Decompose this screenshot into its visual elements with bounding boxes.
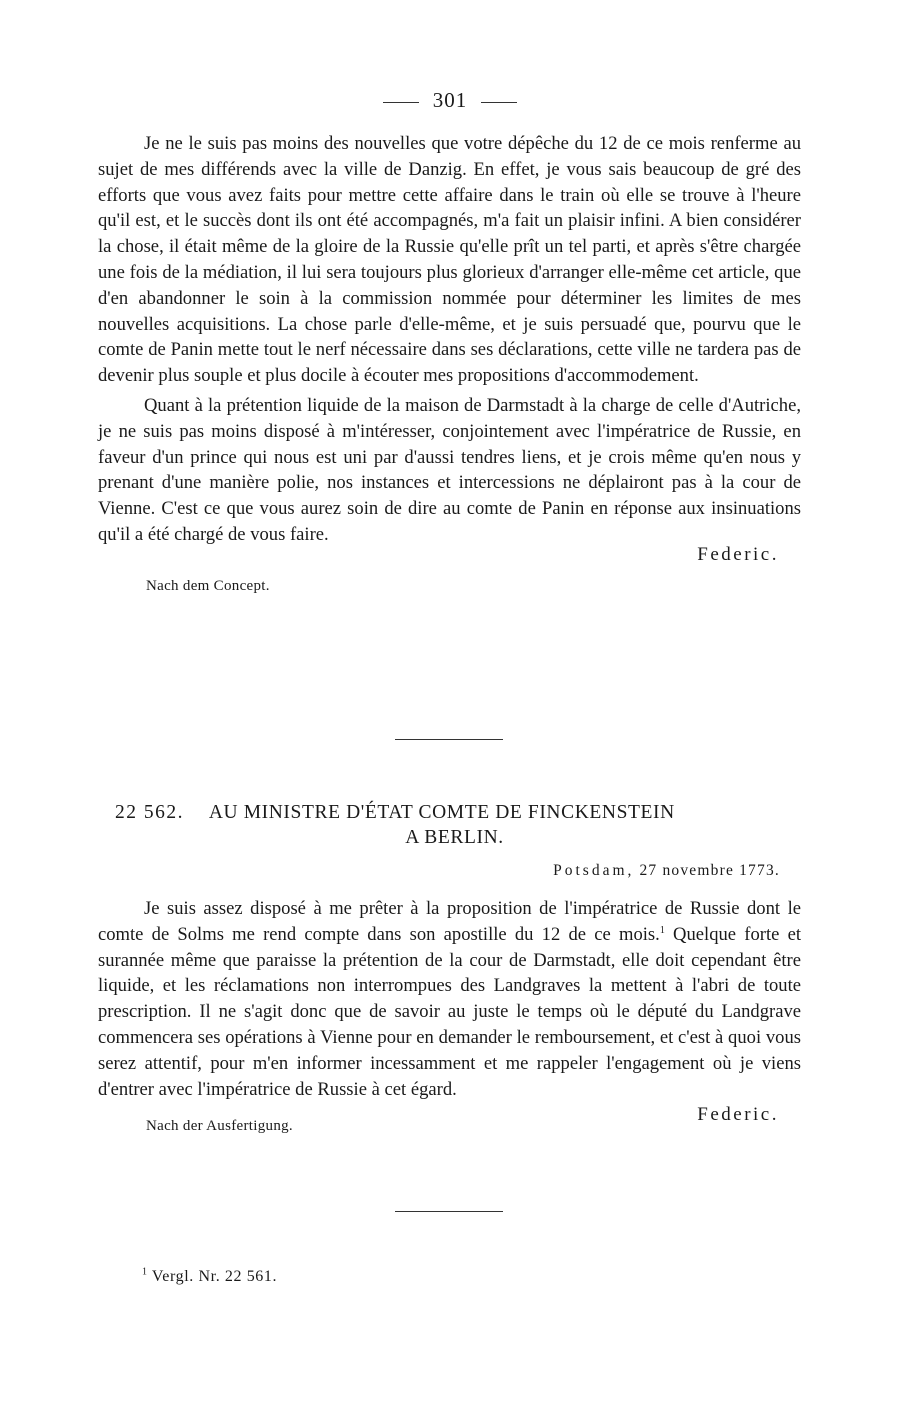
letter-2-closing bbox=[98, 1104, 801, 1135]
letter-1-closing bbox=[98, 543, 801, 574]
letter-2-header bbox=[98, 800, 801, 850]
letter-2-body bbox=[98, 896, 801, 1134]
letter-1-body bbox=[98, 131, 801, 600]
footnote-reference[interactable]: 1 bbox=[659, 924, 665, 936]
page-number-dash-left bbox=[383, 102, 419, 103]
section-divider-bottom bbox=[395, 1211, 503, 1212]
section-divider bbox=[395, 739, 503, 740]
footnote-marker: 1 bbox=[142, 1266, 148, 1278]
letter-2-dateline bbox=[553, 862, 780, 880]
letter-2-date: 27 novembre 1773. bbox=[639, 862, 780, 879]
letter-1-paragraph-2: Quant à la prétention liquide de la maison de Darmstadt à la charge de celle d'Autriche, je ne suis pas moins disposé à m'intéresser, conjointement avec l'impératrice de Russie, en faveur d'un prince qui nous est uni par d'aussi tendres liens, et je crois même qu'en nous y prenant d'une manière polie, nos instances et intercessions ne déplairont pas à la cour de Vienne. C'est ce que vous aurez soin de dire au comte de Panin en réponse aux insinuations qu'il a été chargé de vous faire. bbox=[98, 394, 801, 545]
letter-2-number: 22 562. bbox=[115, 802, 184, 823]
letter-2-title-line-2: A BERLIN. bbox=[405, 827, 504, 848]
letter-1-signature: Federic. bbox=[697, 543, 779, 565]
letter-2-text-part-2: Quelque forte et surannée même que paraisse la prétention de la cour de Darmstadt, elle doit cependant être liquide, et les réclamations non interrompues des Landgraves la mettent à l'abri de toute prescription. Il ne s'agit donc que de savoir au juste le temps où le député du Landgrave commencera ses opérations à Vienne pour en demander le remboursement, et c'est à quoi vous serez attentif, pour m'en informer incessamment et me rappeler l'engagement où je viens d'entrer avec l'impératrice de Russie à cet égard. bbox=[98, 923, 801, 1100]
letter-1-source-line bbox=[98, 574, 801, 600]
letter-2-paragraph bbox=[98, 896, 801, 1102]
footnote bbox=[142, 1268, 277, 1286]
letter-2-place: Potsdam, bbox=[553, 862, 635, 879]
letter-1-source-note: Nach dem Concept. bbox=[146, 577, 270, 594]
letter-2-signature: Federic. bbox=[697, 1104, 779, 1126]
letter-2-text-part-1: Je suis assez disposé à me prêter à la proposition de l'impératrice de Russie dont le comte de Solms me rend compte dans son apostille du 12 de ce mois. bbox=[98, 898, 801, 945]
page-number-dash-right bbox=[481, 102, 517, 103]
footnote-text: Vergl. Nr. 22 561. bbox=[151, 1268, 278, 1285]
page-number-value: 301 bbox=[432, 88, 468, 112]
letter-2-source-note: Nach der Ausfertigung. bbox=[146, 1118, 293, 1135]
letter-1-paragraph-1: Je ne le suis pas moins des nouvelles que votre dépêche du 12 de ce mois renferme au sujet de mes différends avec la ville de Danzig. En effet, je vous sais beaucoup de gré des efforts que vous avez faits pour mettre cette affaire dans le train où elle se trouve à l'heure qu'il est, et le succès dont ils ont été accompagnés, m'a fait un plaisir infini. A bien considérer la chose, il était même de la gloire de la Russie qu'elle prît un tel parti, et après s'être chargée une fois de la médiation, il lui sera toujours plus glorieux d'arranger elle-même cet article, que d'en abandonner le soin à la commission nommée pour déterminer les limites de mes nouvelles acquisitions. La chose parle d'elle-même, et je suis persuadé que, pourvu que le comte de Panin mette tout le nerf nécessaire dans ses déclarations, cette ville ne tardera pas de devenir plus souple et plus docile à écouter mes propositions d'accommodement. bbox=[98, 133, 801, 387]
letter-2-title-line-1: AU MINISTRE D'ÉTAT COMTE DE FINCKENSTEIN bbox=[208, 802, 675, 823]
page-number bbox=[0, 88, 900, 113]
